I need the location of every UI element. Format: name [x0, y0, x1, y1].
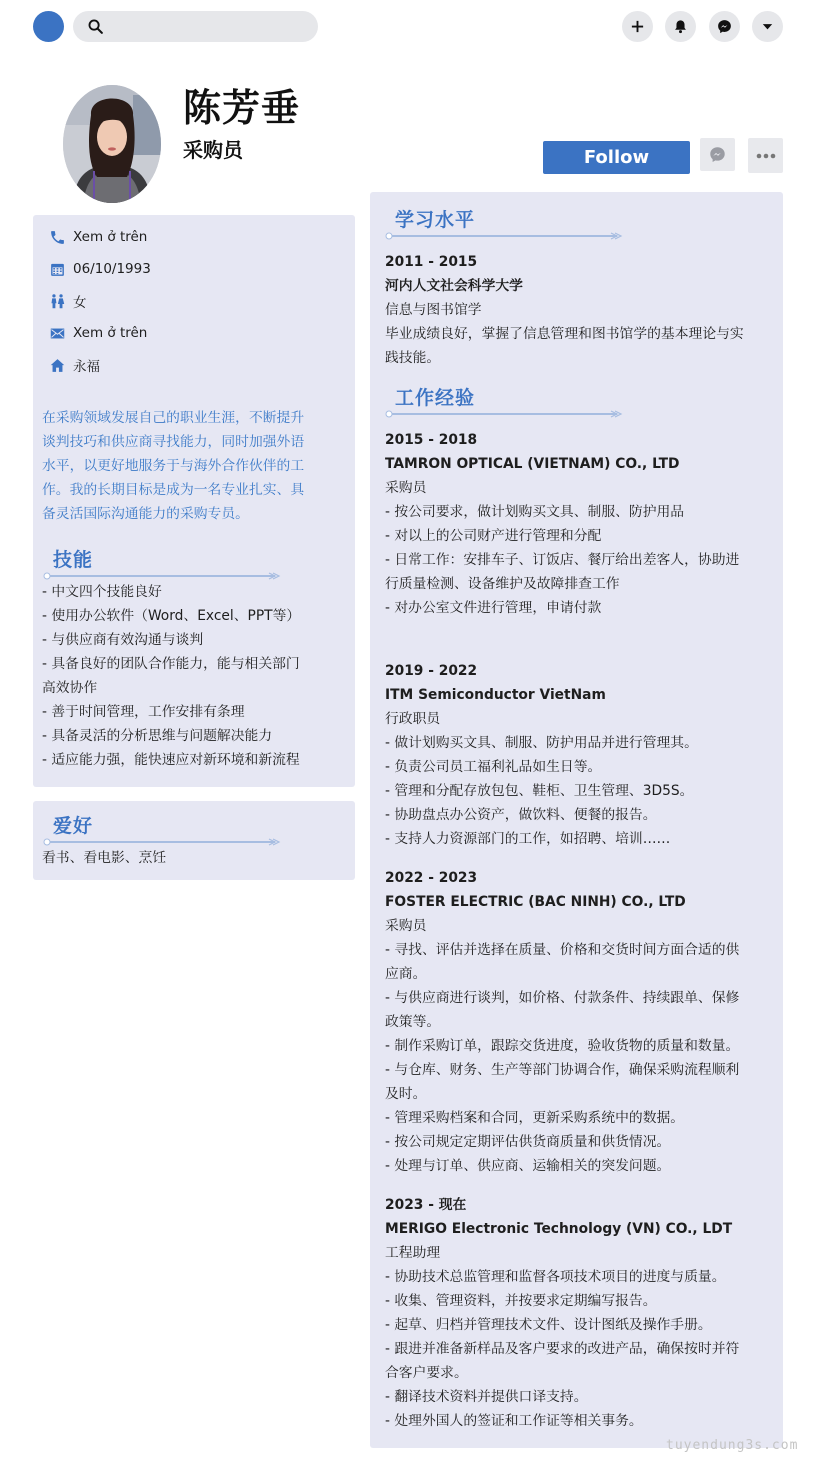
caret-down-icon: [760, 19, 775, 34]
message-button[interactable]: [700, 138, 735, 171]
education-heading: 学习水平: [395, 209, 476, 231]
bell-icon: [673, 19, 688, 34]
more-icon: [756, 153, 776, 159]
school-name: 河内人文社会科学大学: [385, 278, 523, 294]
create-button[interactable]: [622, 11, 653, 42]
messenger-icon: [717, 19, 732, 34]
resume-main-panel: [370, 192, 783, 1448]
major: 信息与图书馆学: [385, 302, 482, 318]
search-icon: [87, 18, 104, 35]
education-entry: 2011 - 2015 河内人文社会科学大学 信息与图书馆学 毕业成绩良好，掌握了信息管理和图书馆学的基本理论与实 践技能。: [385, 250, 744, 370]
section-divider: [43, 572, 281, 580]
email-icon: [49, 325, 66, 342]
profile-title: 采购员: [183, 138, 243, 162]
section-divider: [385, 232, 623, 240]
hobbies-heading: 爱好: [53, 815, 94, 837]
job-entry: 2019 - 2022 ITM Semiconductor VietNam 行政职员 - 做计划购买文具、制服、防护用品并进行管理其。 - 负责公司员工福利礼品如生日等。 - 管理和分配存放包包、鞋柜、卫生管理、3D5S。 - 协助盘点办公资产，做饮料、便餐的报告。 - 支持人力资源部门的工作，如招聘、培训……: [385, 663, 698, 847]
job-entry: 2023 - 现在 MERIGO Electronic Technology (VN) CO., LDT 工程助理 - 协助技术总监管理和监督各项技术项目的进度与质量。 - 收集、管理资料，并按要求定期编写报告。 - 起草、归档并管理技术文件、设计图纸及操作手册。 - 跟进并准备新样品及客户要求的改进产品，确保按时并符 合客户要求。 - 翻译技术资料并提供口译支持。 - 处理外国人的签证和工作证等相关事务。: [385, 1197, 740, 1429]
birthday-text: 06/10/1993: [73, 261, 151, 277]
hobbies-panel: [33, 801, 355, 880]
calendar-icon: [49, 261, 66, 278]
skills-list: - 中文四个技能良好 - 使用办公软件（Word、Excel、PPT等） - 与供应商有效沟通与谈判 - 具备良好的团队合作能力，能与相关部门 高效协作 - 善于时间管理，工作安排有条理 - 具备灵活的分析思维与问题解决能力 - 适应能力强，能快速应对新环境和新流程: [42, 584, 301, 768]
email-text: Xem ở trên: [73, 325, 148, 341]
experience-heading: 工作经验: [395, 387, 476, 409]
messenger-icon: [709, 146, 726, 163]
address-text: 永福: [73, 359, 100, 375]
notifications-button[interactable]: [665, 11, 696, 42]
job-entry: 2022 - 2023 FOSTER ELECTRIC (BAC NINH) CO., LTD 采购员 - 寻找、评估并选择在质量、价格和交货时间方面合适的供 应商。 - 与供应商进行谈判，如价格、付款条件、持续跟单、保修 政策等。 - 制作采购订单，跟踪交货进度，验收货物的质量和数量。 - 与仓库、财务、生产等部门协调合作，确保采购流程顺利 及时。 - 管理采购档案和合同，更新采购系统中的数据。 - 按公司规定定期评估供货商质量和供货情况。 - 处理与订单、供应商、运输相关的突发问题。: [385, 870, 740, 1174]
personal-info-panel: [33, 215, 355, 787]
info-birthday: [48, 259, 151, 279]
plus-icon: [630, 19, 645, 34]
profile-name: 陈芳垂: [183, 86, 301, 130]
messenger-button[interactable]: [709, 11, 740, 42]
more-options-button[interactable]: [748, 138, 783, 173]
logo-icon[interactable]: [33, 11, 64, 42]
info-phone: [48, 227, 147, 247]
phone-text: Xem ở trên: [73, 229, 148, 245]
home-icon: [49, 357, 66, 374]
info-email: [48, 323, 147, 343]
skills-heading: 技能: [53, 549, 94, 571]
info-address: [48, 355, 100, 375]
account-menu-button[interactable]: [752, 11, 783, 42]
career-objective: 在采购领域发展自己的职业生涯，不断提升 谈判技巧和供应商寻找能力，同时加强外语 水平，以更好地服务于与海外合作伙伴的工 作。我的长期目标是成为一名专业扎实、具 备灵活国际沟通能力的采购专员。: [42, 410, 305, 522]
gender-text: 女: [73, 295, 87, 311]
search-input[interactable]: [73, 11, 318, 42]
avatar: [63, 85, 161, 203]
follow-button[interactable]: Follow: [543, 141, 690, 174]
info-gender: [48, 291, 87, 311]
gender-icon: [49, 293, 66, 310]
hobbies-text: 看书、看电影、烹饪: [42, 850, 167, 866]
watermark: tuyendung3s.com: [666, 1438, 799, 1453]
phone-icon: [49, 229, 66, 246]
section-divider: [385, 410, 623, 418]
section-divider: [43, 838, 281, 846]
job-entry: 2015 - 2018 TAMRON OPTICAL (VIETNAM) CO., LTD 采购员 - 按公司要求，做计划购买文具、制服、防护用品 - 对以上的公司财产进行管理和分配 - 日常工作：安排车子、订饭店、餐厅给出差客人，协助进 行质量检测、设备维护及故障排查工作 - 对办公室文件进行管理，申请付款: [385, 432, 740, 616]
education-period: 2011 - 2015: [385, 254, 478, 270]
